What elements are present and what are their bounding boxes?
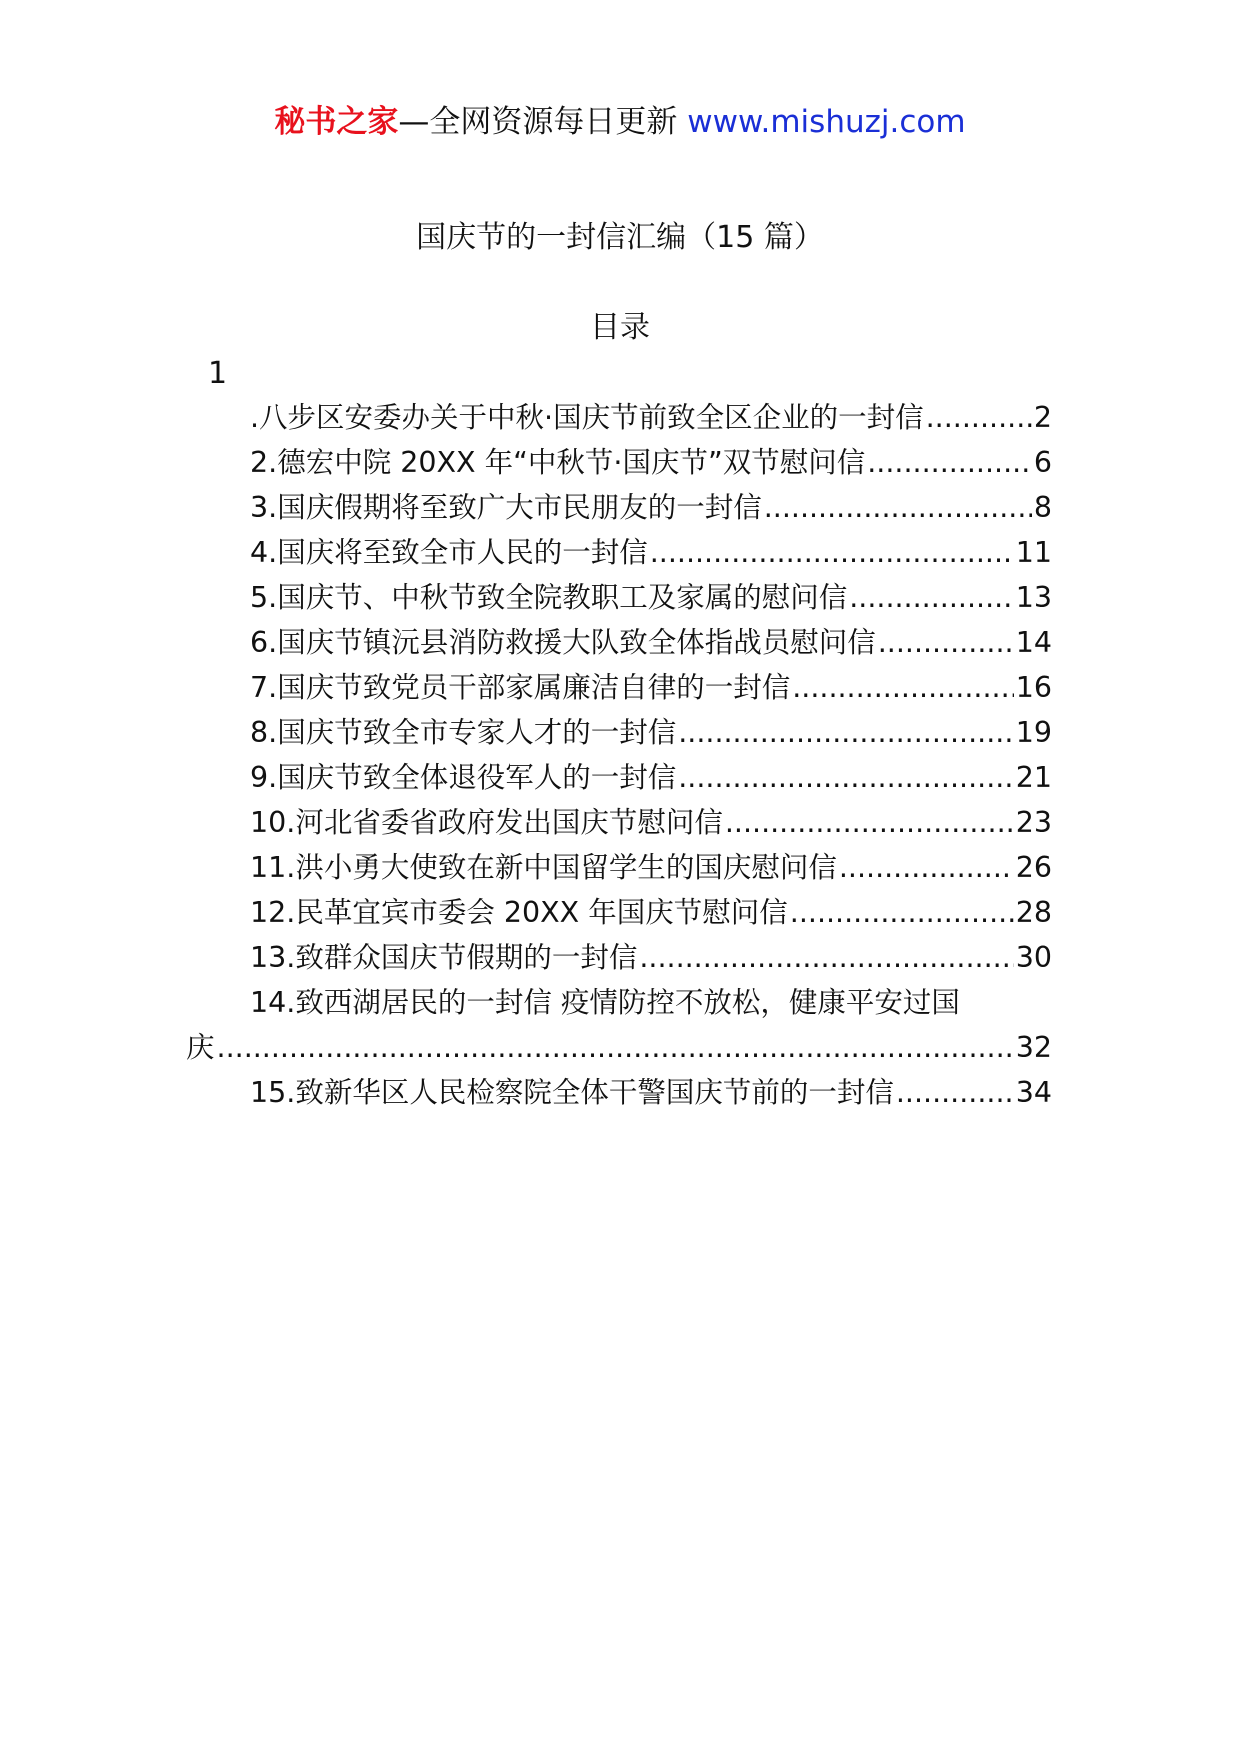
toc-entry-page: 14 xyxy=(1015,626,1052,659)
toc-entry-text: 2.德宏中院 20XX 年“中秋节·国庆节”双节慰问信 xyxy=(250,446,866,479)
toc-entry-text: 11.洪小勇大使致在新中国留学生的国庆慰问信 xyxy=(250,851,837,884)
toc-entry-text: 6.国庆节镇沅县消防救援大队致全体指战员慰问信 xyxy=(250,626,876,659)
toc-entry-text: 10.河北省委省政府发出国庆节慰问信 xyxy=(250,806,723,839)
toc-leader-dots xyxy=(896,1070,1014,1115)
toc-entry-page: 26 xyxy=(1015,851,1052,884)
toc-entry-text: 3.国庆假期将至致广大市民朋友的一封信 xyxy=(250,491,762,524)
toc-entry-3[interactable] xyxy=(186,485,1052,530)
toc-entry-page: 32 xyxy=(1015,1031,1052,1064)
toc-entry-2[interactable] xyxy=(186,440,1052,485)
toc-entry-10[interactable] xyxy=(186,800,1052,845)
site-url-link[interactable]: www.mishuzj.com xyxy=(687,104,966,140)
toc-entry-12[interactable] xyxy=(186,890,1052,935)
toc-leader-dots xyxy=(650,530,1014,575)
brand-name: 秘书之家 xyxy=(274,104,399,140)
toc-entry-page: 8 xyxy=(1033,491,1052,524)
toc-entry-page: 11 xyxy=(1015,536,1052,569)
toc-entry-page: 16 xyxy=(1015,671,1052,704)
toc-entry-6[interactable] xyxy=(186,620,1052,665)
toc-entry-text: 12.民革宜宾市委会 20XX 年国庆节慰问信 xyxy=(250,896,788,929)
table-of-contents xyxy=(186,395,1052,1115)
toc-entry-4[interactable] xyxy=(186,530,1052,575)
document-title: 国庆节的一封信汇编（15 篇） xyxy=(416,220,824,255)
toc-entry-text: 庆 xyxy=(186,1031,215,1064)
toc-leader-dots xyxy=(725,800,1014,845)
toc-entry-text: 5.国庆节、中秋节致全院教职工及家属的慰问信 xyxy=(250,581,848,614)
toc-entry-14-line1[interactable]: 14.致西湖居民的一封信 疫情防控不放松，健康平安过国 xyxy=(250,986,960,1019)
toc-entry-11[interactable] xyxy=(186,845,1052,890)
site-header xyxy=(0,100,1240,144)
toc-entry-page: 21 xyxy=(1015,761,1052,794)
toc-leader-dots xyxy=(926,395,1032,440)
toc-entry-15[interactable] xyxy=(186,1070,1052,1115)
toc-entry-text: 4.国庆将至致全市人民的一封信 xyxy=(250,536,648,569)
toc-entry-14-line2[interactable] xyxy=(186,1025,1052,1070)
toc-entry-7[interactable] xyxy=(186,665,1052,710)
toc-entry-text: 13.致群众国庆节假期的一封信 xyxy=(250,941,638,974)
toc-leader-dots xyxy=(849,575,1014,620)
toc-entry-page: 34 xyxy=(1015,1076,1052,1109)
toc-leader-dots xyxy=(639,935,1013,980)
toc-entry-page: 19 xyxy=(1015,716,1052,749)
toc-entry-text: 9.国庆节致全体退役军人的一封信 xyxy=(250,761,677,794)
toc-leader-dots xyxy=(867,440,1032,485)
toc-entry-page: 13 xyxy=(1015,581,1052,614)
toc-entry-page: 28 xyxy=(1015,896,1052,929)
toc-entry-text: .八步区安委办关于中秋·国庆节前致全区企业的一封信 xyxy=(250,401,924,434)
toc-leader-dots xyxy=(878,620,1014,665)
toc-entry-page: 23 xyxy=(1015,806,1052,839)
toc-entry-page: 30 xyxy=(1015,941,1052,974)
toc-leader-dots xyxy=(217,1025,1014,1070)
header-tagline: —全网资源每日更新 xyxy=(398,104,688,140)
toc-leader-dots xyxy=(790,890,1014,935)
toc-entry-13[interactable] xyxy=(186,935,1052,980)
toc-leader-dots xyxy=(678,710,1014,755)
toc-entry-9[interactable] xyxy=(186,755,1052,800)
toc-entry-8[interactable] xyxy=(186,710,1052,755)
toc-entry-1[interactable] xyxy=(186,395,1052,440)
toc-entry-text: 7.国庆节致党员干部家属廉洁自律的一封信 xyxy=(250,671,791,704)
toc-leading-number: 1 xyxy=(208,356,228,391)
toc-leader-dots xyxy=(792,665,1014,710)
toc-leader-dots xyxy=(839,845,1014,890)
toc-leader-dots xyxy=(764,485,1032,530)
toc-heading: 目录 xyxy=(590,310,650,345)
toc-entry-page: 2 xyxy=(1033,401,1052,434)
toc-entry-text: 8.国庆节致全市专家人才的一封信 xyxy=(250,716,677,749)
toc-leader-dots xyxy=(678,755,1014,800)
toc-entry-5[interactable] xyxy=(186,575,1052,620)
toc-entry-page: 6 xyxy=(1033,446,1052,479)
toc-entry-text: 15.致新华区人民检察院全体干警国庆节前的一封信 xyxy=(250,1076,894,1109)
